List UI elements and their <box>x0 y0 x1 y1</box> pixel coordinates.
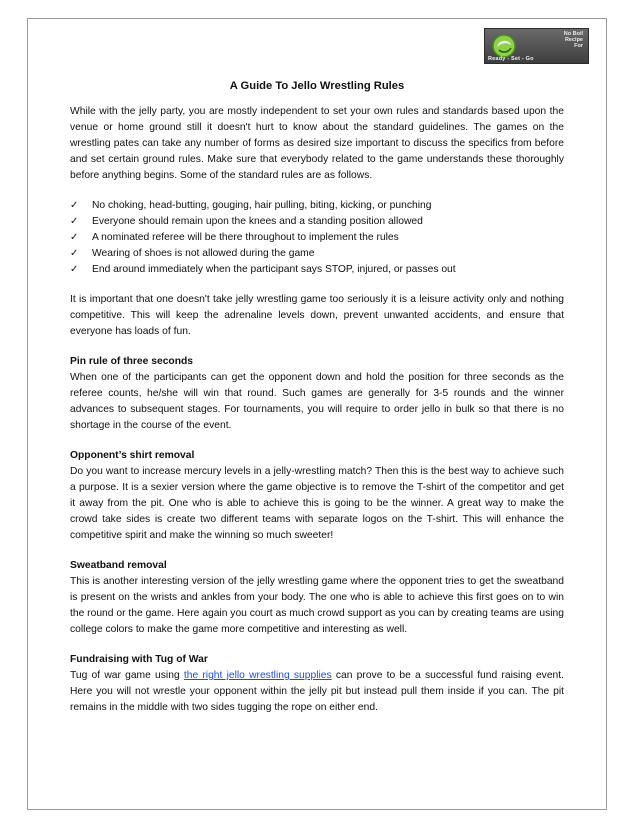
section-heading: Opponent’s shirt removal <box>70 450 195 461</box>
checkmark-icon: ✓ <box>70 232 79 243</box>
document-title: A Guide To Jello Wrestling Rules <box>229 80 405 92</box>
section-heading: Pin rule of three seconds <box>70 356 194 367</box>
list-item: ✓ Wearing of shoes is not allowed during the game <box>70 246 564 262</box>
checkmark-icon: ✓ <box>70 248 79 259</box>
section-fundraising <box>70 652 564 716</box>
logo <box>484 28 589 64</box>
document-body <box>70 78 564 730</box>
section-shirt-removal <box>70 448 564 544</box>
section-body-end: can prove to be a successful fund raising event. Here you will not wrestle your opponent within the jelly pit but instead pull them inside if you can. The pit remains in the middle with two sides tugging the rope on either end. <box>70 670 565 713</box>
section-pin-rule <box>70 354 564 434</box>
section-sweatband-removal <box>70 558 564 638</box>
checkmark-icon: ✓ <box>70 264 79 275</box>
list-item: ✓ A nominated referee will be there throughout to implement the rules <box>70 230 564 246</box>
jello-supplies-link[interactable]: the right jello wrestling supplies <box>183 670 332 681</box>
section-heading: Sweatband removal <box>70 560 167 571</box>
section-body: Do you want to increase mercury levels in a jelly-wrestling match? Then this is the best way to achieve such a purpose. It is a sexier version where the game objective is to remove the T-shirt of the competitor and get it away from the pit. One who is able to achieve this is going to be the winner. A great way to make the crowd take sides is create two different teams with separate logos on the T-shirt. This will enhance the competitive spirit and make the winning so much sweeter! <box>70 466 564 541</box>
logo-tagline: Ready - Set - Go <box>488 56 534 62</box>
logo-text <box>564 31 583 50</box>
rules-list <box>70 198 564 278</box>
logo-line: Recipe <box>564 37 583 44</box>
list-item: ✓ No choking, head-butting, gouging, hair pulling, biting, kicking, or punching <box>70 198 564 214</box>
section-heading: Fundraising with Tug of War <box>70 654 208 665</box>
body-paragraph: It is important that one doesn't take jelly wrestling game too seriously it is a leisure activity only and nothing competitive. This will keep the adrenaline levels down, prevent unwanted accidents, and ensure that everyone has loads of fun. <box>70 294 564 337</box>
section-body: When one of the participants can get the opponent down and hold the position for three seconds as the referee counts, he/she will win that round. Such games are generally for 3-5 rounds and the winner advances to subsequent stages. For tournaments, you will require to order jello in bulk so that there is no shortage in the course of the event. <box>70 372 564 431</box>
list-item: ✓ Everyone should remain upon the knees and a standing position allowed <box>70 214 564 230</box>
checkmark-icon: ✓ <box>70 216 79 227</box>
intro-paragraph: While with the jelly party, you are mostly independent to set your own rules and standards based upon the venue or home ground still it doesn't hurt to know about the standard guidelines. The games on the wrestling pates can take any number of forms as desired size important to discuss the specifics from before and set certain ground rules. Make sure that everybody related to the game understands these thoroughly before anything begins. Some of the standard rules are as follows. <box>70 106 564 181</box>
logo-line: No Boil <box>563 31 583 37</box>
checkmark-icon: ✓ <box>70 200 79 211</box>
logo-line: For <box>574 43 583 50</box>
section-body: This is another interesting version of the jelly wrestling game where the opponent tries to get the sweatband is present on the wrists and ankles from your body. The one who is able to achieve this first goes on to win the round or the game. Here again you court as much crowd support as you can by creating teams are using college colors to make the game more competitive and interesting as well. <box>70 576 564 635</box>
section-body-start: Tug of war game using <box>70 670 184 681</box>
list-item: ✓ End around immediately when the participant says STOP, injured, or passes out <box>70 262 564 278</box>
